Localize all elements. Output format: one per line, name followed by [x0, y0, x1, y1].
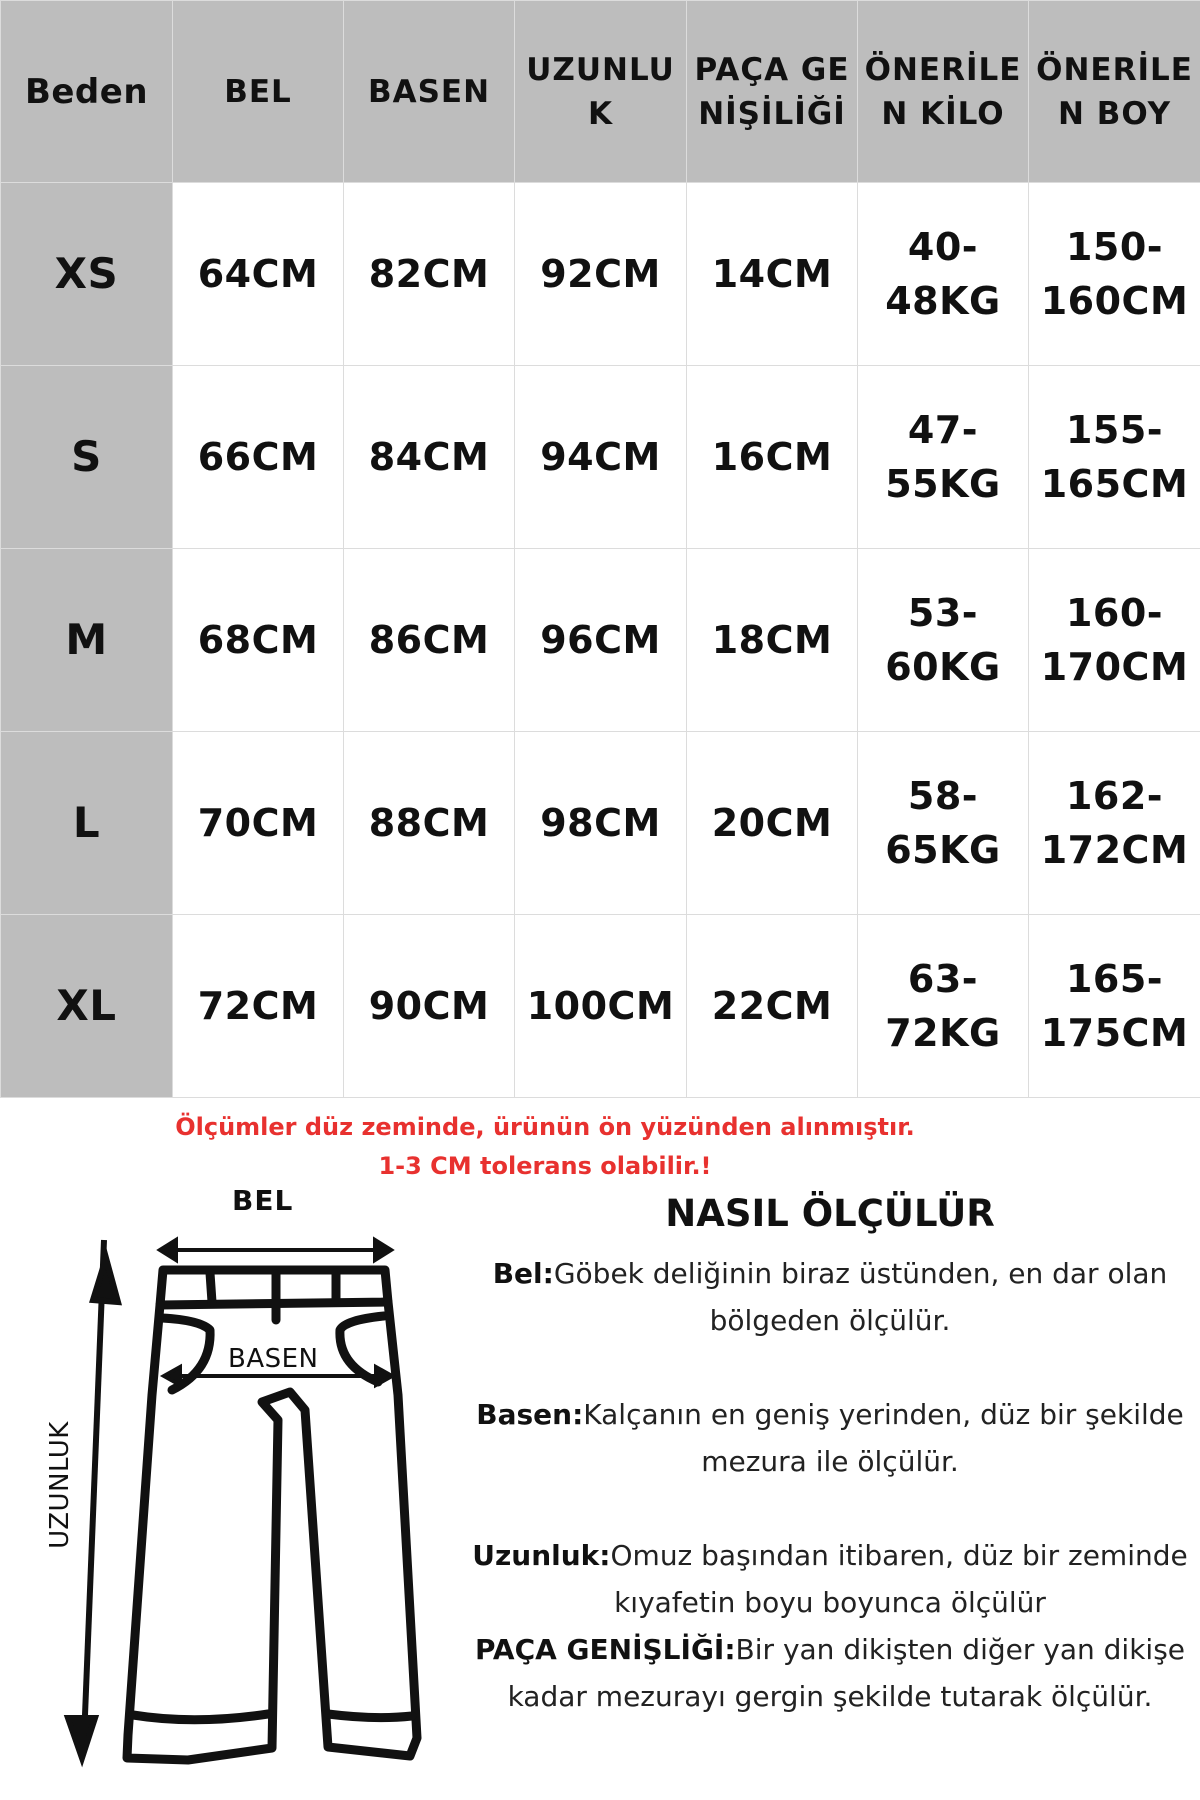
table-row: [1, 915, 1200, 1098]
note-line-2: 1-3 CM tolerans olabilir.!: [378, 1152, 712, 1180]
paca-term: PAÇA GENİŞLİĞİ:: [474, 1633, 736, 1666]
kilo-line-2: 55KG: [885, 462, 1001, 506]
paca-text-1: Bir yan dikişten diğer yan dikişe: [735, 1633, 1186, 1666]
kilo-line-1: 58-: [907, 774, 979, 818]
header-paca-genisligi: PAÇA GENİŞİLİĞİ: [687, 1, 858, 183]
note-line-1: Ölçümler düz zeminde, ürünün ön yüzünden alınmıştır.: [175, 1113, 915, 1141]
cuff-line-left: [133, 1714, 268, 1720]
boy-cell: [1029, 183, 1200, 366]
bel-cell: 66CM: [173, 366, 344, 549]
bel-text-2: bölgeden ölçülür.: [709, 1304, 951, 1337]
kilo-cell: [858, 183, 1029, 366]
bel-arrow: [160, 1240, 391, 1260]
kilo-line-1: 63-: [907, 957, 979, 1001]
kilo-cell: [858, 366, 1029, 549]
kilo-line-2: 65KG: [885, 828, 1001, 872]
kilo-cell: [858, 549, 1029, 732]
basen-cell: 82CM: [344, 183, 515, 366]
boy-cell: [1029, 732, 1200, 915]
boy-line-1: 160-: [1065, 591, 1164, 635]
how-to-measure: [460, 1188, 1200, 1720]
header-onerilen-boy: ÖNERİLEN BOY: [1029, 1, 1200, 183]
header-onerilen-kilo: ÖNERİLEN KİLO: [858, 1, 1029, 183]
boy-line-1: 155-: [1065, 408, 1164, 452]
kilo-cell: [858, 915, 1029, 1098]
size-cell: M: [1, 549, 173, 732]
basen-text-1: Kalçanın en geniş yerinden, düz bir şekilde: [583, 1398, 1184, 1431]
uzunluk-term: Uzunluk:: [472, 1539, 611, 1572]
uzunluk-text-2: kıyafetin boyu boyunca ölçülür: [614, 1586, 1046, 1619]
boy-line-2: 160CM: [1040, 279, 1189, 323]
uzunluk-arrow: [68, 1240, 118, 1758]
boy-cell: [1029, 915, 1200, 1098]
paca-cell: 18CM: [687, 549, 858, 732]
uzunluk-cell: 92CM: [515, 183, 687, 366]
bel-cell: 64CM: [173, 183, 344, 366]
bel-label: BEL: [232, 1184, 294, 1217]
basen-text-2: mezura ile ölçülür.: [701, 1445, 959, 1478]
boy-line-2: 172CM: [1040, 828, 1189, 872]
basen-label: BASEN: [228, 1344, 319, 1374]
size-cell: XL: [1, 915, 173, 1098]
trousers-diagram: [0, 1170, 440, 1800]
bel-cell: 68CM: [173, 549, 344, 732]
basen-term: Basen:: [476, 1398, 584, 1431]
paca-cell: 22CM: [687, 915, 858, 1098]
boy-line-1: 150-: [1065, 225, 1164, 269]
bel-instruction: [460, 1250, 1200, 1297]
paca-cell: 16CM: [687, 366, 858, 549]
paca-instruction: [460, 1626, 1200, 1673]
uzunluk-instruction: [460, 1532, 1200, 1579]
boy-cell: [1029, 549, 1200, 732]
uzunluk-cell: 96CM: [515, 549, 687, 732]
paca-cell: 14CM: [687, 183, 858, 366]
uzunluk-cell: 94CM: [515, 366, 687, 549]
basen-instruction: [460, 1391, 1200, 1438]
bel-cell: 72CM: [173, 915, 344, 1098]
uzunluk-text-1: Omuz başından itibaren, düz bir zeminde: [610, 1539, 1188, 1572]
belt-loop-left: [210, 1273, 212, 1302]
size-cell: S: [1, 366, 173, 549]
basen-cell: 90CM: [344, 915, 515, 1098]
cuff-line-right: [328, 1714, 412, 1718]
boy-line-1: 162-: [1065, 774, 1164, 818]
basen-cell: 88CM: [344, 732, 515, 915]
bel-text-1: Göbek deliğinin biraz üstünden, en dar olan: [553, 1257, 1168, 1290]
paca-cell: 20CM: [687, 732, 858, 915]
uzunluk-cell: 98CM: [515, 732, 687, 915]
boy-line-2: 175CM: [1040, 1011, 1189, 1055]
table-row: [1, 549, 1200, 732]
table-row: [1, 366, 1200, 549]
table-row: [1, 183, 1200, 366]
paca-text-2: kadar mezurayı gergin şekilde tutarak ölçülür.: [507, 1680, 1153, 1713]
basen-cell: 84CM: [344, 366, 515, 549]
uzunluk-label: UZUNLUK: [45, 1421, 75, 1549]
table-header-row: [1, 1, 1200, 183]
bel-cell: 70CM: [173, 732, 344, 915]
kilo-line-2: 48KG: [885, 279, 1001, 323]
boy-cell: [1029, 366, 1200, 549]
kilo-line-1: 53-: [907, 591, 979, 635]
uzunluk-cell: 100CM: [515, 915, 687, 1098]
kilo-line-2: 60KG: [885, 645, 1001, 689]
header-bel: BEL: [173, 1, 344, 183]
kilo-line-1: 47-: [907, 408, 979, 452]
kilo-cell: [858, 732, 1029, 915]
header-basen: BASEN: [344, 1, 515, 183]
size-cell: L: [1, 732, 173, 915]
size-cell: XS: [1, 183, 173, 366]
boy-line-1: 165-: [1065, 957, 1164, 1001]
kilo-line-2: 72KG: [885, 1011, 1001, 1055]
boy-line-2: 170CM: [1040, 645, 1189, 689]
header-beden: Beden: [1, 1, 173, 183]
bel-term: Bel:: [492, 1257, 554, 1290]
kilo-line-1: 40-: [907, 225, 979, 269]
table-row: [1, 732, 1200, 915]
basen-cell: 86CM: [344, 549, 515, 732]
boy-line-2: 165CM: [1040, 462, 1189, 506]
header-uzunluk: UZUNLUK: [515, 1, 687, 183]
how-to-title: NASIL ÖLÇÜLÜR: [665, 1192, 995, 1235]
